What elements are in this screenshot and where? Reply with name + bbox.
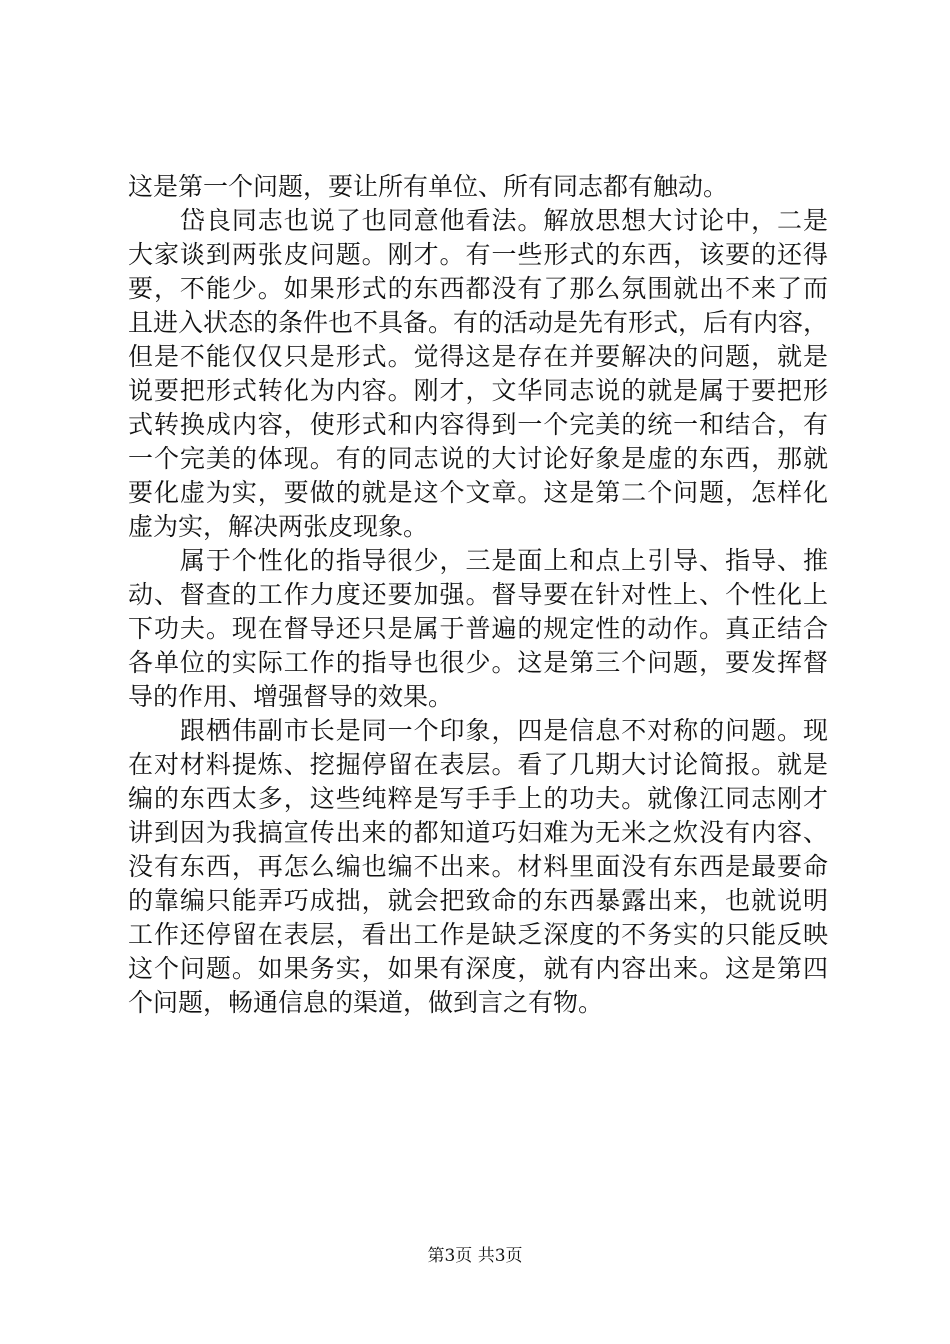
- text-line: 说要把形式转化为内容。刚才，文华同志说的就是属于要把形: [128, 376, 828, 405]
- text-line: 动、督查的工作力度还要加强。督导要在针对性上、个性化上: [128, 580, 828, 609]
- text-line: 各单位的实际工作的指导也很少。这是第三个问题，要发挥督: [128, 648, 828, 677]
- text-line: 但是不能仅仅只是形式。觉得这是存在并要解决的问题，就是: [128, 342, 828, 371]
- text-line: 讲到因为我搞宣传出来的都知道巧妇难为无米之炊没有内容、: [128, 818, 828, 847]
- text-line: 编的东西太多，这些纯粹是写手手上的功夫。就像江同志刚才: [128, 784, 828, 813]
- text-line: 且进入状态的条件也不具备。有的活动是先有形式，后有内容，: [128, 308, 829, 337]
- text-line: 式转换成内容，使形式和内容得到一个完美的统一和结合，有: [128, 410, 828, 439]
- text-line: 跟栖伟副市长是同一个印象，四是信息不对称的问题。现: [128, 716, 828, 745]
- text-line: 在对材料提炼、挖掘停留在表层。看了几期大讨论简报。就是: [128, 750, 828, 779]
- page-number-footer: 第3页 共3页: [427, 1246, 523, 1266]
- text-line: 下功夫。现在督导还只是属于普遍的规定性的动作。真正结合: [128, 614, 828, 643]
- text-line: 岱良同志也说了也同意他看法。解放思想大讨论中，二是: [128, 206, 828, 235]
- text-line: 属于个性化的指导很少，三是面上和点上引导、指导、推: [128, 546, 828, 575]
- text-line: 的靠编只能弄巧成拙，就会把致命的东西暴露出来，也就说明: [128, 886, 828, 915]
- text-line: 工作还停留在表层，看出工作是缺乏深度的不务实的只能反映: [128, 920, 828, 949]
- text-line: 一个完美的体现。有的同志说的大讨论好象是虚的东西，那就: [128, 444, 828, 473]
- text-line: 要，不能少。如果形式的东西都没有了那么氛围就出不来了而: [128, 274, 828, 303]
- document-body: [128, 170, 828, 1020]
- text-line: 个问题，畅通信息的渠道，做到言之有物。: [128, 988, 604, 1017]
- text-line: 导的作用、增强督导的效果。: [128, 682, 454, 711]
- text-line: 虚为实，解决两张皮现象。: [128, 512, 429, 541]
- text-line: 没有东西，再怎么编也编不出来。材料里面没有东西是最要命: [128, 852, 828, 881]
- text-line: 这个问题。如果务实，如果有深度，就有内容出来。这是第四: [128, 954, 828, 983]
- text-line: 要化虚为实，要做的就是这个文章。这是第二个问题，怎样化: [128, 478, 828, 507]
- text-line: 大家谈到两张皮问题。刚才。有一些形式的东西，该要的还得: [128, 240, 828, 269]
- text-line: 这是第一个问题，要让所有单位、所有同志都有触动。: [128, 172, 729, 201]
